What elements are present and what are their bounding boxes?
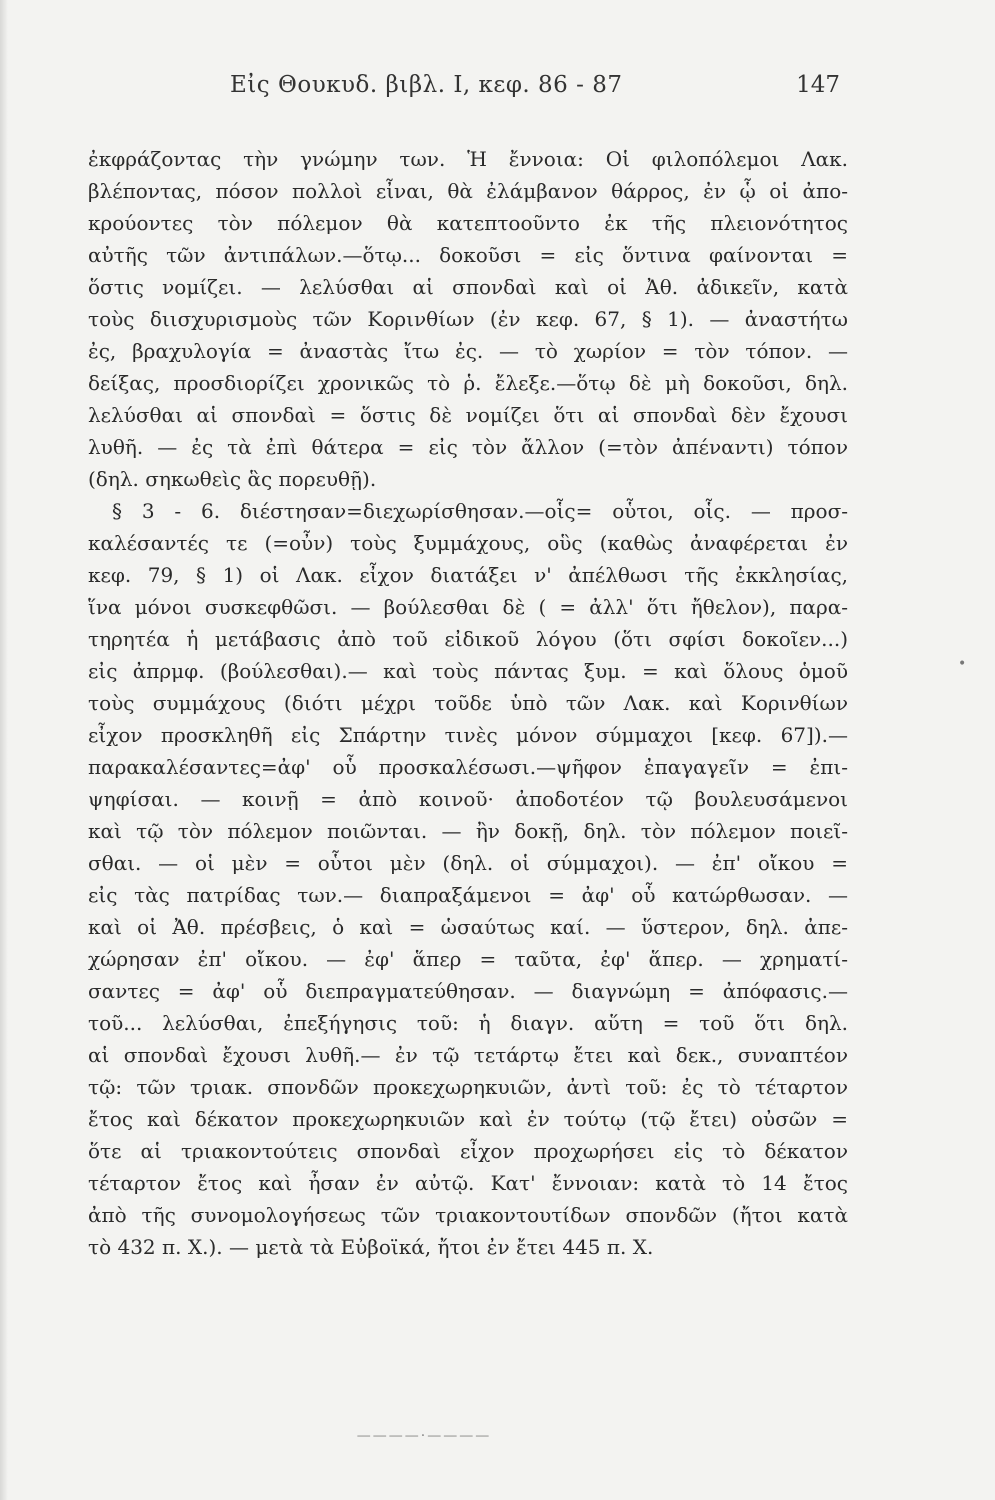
text-line: καὶ οἱ Ἀθ. πρέσβεις, ὁ καὶ = ὡσαύτως καί. — ὕστερον, δηλ. ἀπε- bbox=[88, 915, 848, 939]
text-line: καλέσαντές τε (=οὖν) τοὺς ξυμμάχους, οὓς (καθὼς ἀναφέρεται ἐν bbox=[88, 531, 848, 555]
text-line: βλέποντας, πόσον πολλοὶ εἶναι, θὰ ἐλάμβανον θάρρος, ἐν ᾧ οἱ ἀπο- bbox=[88, 179, 848, 203]
page-binding-edge bbox=[0, 0, 8, 1500]
text-line: τῷ: τῶν τριακ. σπονδῶν προκεχωρηκυιῶν, ἀντὶ τοῦ: ἐς τὸ τέταρτον bbox=[88, 1075, 848, 1099]
text-line: τηρητέα ἡ μετάβασις ἀπὸ τοῦ εἰδικοῦ λόγου (ὅτι σφίσι δοκοῖεν...) bbox=[88, 627, 848, 651]
text-line: ἔτος καὶ δέκατον προκεχωρηκυιῶν καὶ ἐν τούτῳ (τῷ ἔτει) οὐσῶν = bbox=[88, 1107, 848, 1131]
text-line: ἵνα μόνοι συσκεφθῶσι. — βούλεσθαι δὲ ( = ἀλλ' ὅτι ἤθελον), παρα- bbox=[88, 595, 848, 619]
text-line: (δηλ. σηκωθεὶς ἃς πορευθῇ). bbox=[88, 467, 377, 491]
footer-ornament: ————·———— bbox=[356, 1428, 492, 1444]
text-line: τέταρτον ἔτος καὶ ἦσαν ἐν αὐτῷ. Κατ' ἔννοιαν: κατὰ τὸ 14 ἔτος bbox=[88, 1171, 848, 1195]
text-line: τοὺς διισχυρισμοὺς τῶν Κορινθίων (ἐν κεφ. 67, § 1). — ἀναστήτω bbox=[88, 307, 848, 331]
text-line: τοῦ... λελύσθαι, ἐπεξήγησις τοῦ: ἡ διαγν. αὕτη = τοῦ ὅτι δηλ. bbox=[88, 1011, 848, 1035]
text-line: καὶ τῷ τὸν πόλεμον ποιῶνται. — ἢν δοκῇ, δηλ. τὸν πόλεμον ποιεῖ- bbox=[88, 819, 848, 843]
text-line: ψηφίσαι. — κοινῇ = ἀπὸ κοινοῦ· ἀποδοτέον τῷ βουλευσάμενοι bbox=[88, 787, 848, 811]
text-line: αἱ σπονδαὶ ἔχουσι λυθῆ.— ἐν τῷ τετάρτῳ ἔτει καὶ δεκ., συναπτέον bbox=[88, 1043, 848, 1067]
text-line: ἐς, βραχυλογία = ἀναστὰς ἴτω ἐς. — τὸ χωρίον = τὸν τόπον. — bbox=[88, 339, 848, 363]
text-line: εἶχον προσκληθῆ εἰς Σπάρτην τινὲς μόνον σύμμαχοι [κεφ. 67]).— bbox=[88, 723, 848, 747]
text-line: παρακαλέσαντες=ἀφ' οὗ προσκαλέσωσι.—ψῆφον ἐπαγαγεῖν = ἐπι- bbox=[88, 755, 848, 779]
margin-mark: • bbox=[958, 656, 967, 672]
text-line: ὅστις νομίζει. — λελύσθαι αἱ σπονδαὶ καὶ οἱ Ἀθ. ἀδικεῖν, κατὰ bbox=[88, 275, 848, 299]
page-number: 147 bbox=[796, 72, 840, 98]
text-line: κεφ. 79, § 1) οἱ Λακ. εἶχον διατάξει ν' ἀπέλθωσι τῆς ἐκκλησίας, bbox=[88, 563, 848, 587]
text-line: τὸ 432 π. Χ.). — μετὰ τὰ Εὐβοϊκά, ἤτοι ἐν ἔτει 445 π. Χ. bbox=[88, 1235, 654, 1259]
text-line: σθαι. — οἱ μὲν = οὗτοι μὲν (δηλ. οἱ σύμμαχοι). — ἐπ' οἴκου = bbox=[88, 851, 848, 875]
page-header bbox=[120, 72, 840, 112]
section-start-line: § 3 - 6. διέστησαν=διεχωρίσθησαν.—οἷς= οὗτοι, οἷς. — προσ- bbox=[112, 499, 848, 523]
running-title: Εἰς Θουκυδ. βιβλ. Ι, κεφ. 86 - 87 bbox=[230, 72, 623, 98]
text-line: τοὺς συμμάχους (διότι μέχρι τοῦδε ὑπὸ τῶν Λακ. καὶ Κορινθίων bbox=[88, 691, 848, 715]
text-line: χώρησαν ἐπ' οἴκου. — ἐφ' ἅπερ = ταῦτα, ἐφ' ἅπερ. — χρηματί- bbox=[88, 947, 848, 971]
text-line: δείξας, προσδιορίζει χρονικῶς τὸ ῥ. ἔλεξε.—ὅτῳ δὲ μὴ δοκοῦσι, δηλ. bbox=[88, 371, 848, 395]
text-line: ἀπὸ τῆς συνομολογήσεως τῶν τριακοντουτίδων σπονδῶν (ἤτοι κατὰ bbox=[88, 1203, 848, 1227]
text-line: λυθῆ. — ἐς τὰ ἐπὶ θάτερα = εἰς τὸν ἄλλον (=τὸν ἀπέναντι) τόπον bbox=[88, 435, 848, 459]
text-line: εἰς ἀπρμφ. (βούλεσθαι).— καὶ τοὺς πάντας ξυμ. = καὶ ὅλους ὁμοῦ bbox=[88, 659, 848, 683]
text-line: αὐτῆς τῶν ἀντιπάλων.—ὅτῳ... δοκοῦσι = εἰς ὅντινα φαίνονται = bbox=[88, 243, 848, 267]
text-line: ἐκφράζοντας τὴν γνώμην των. Ἡ ἔννοια: Οἱ φιλοπόλεμοι Λακ. bbox=[88, 147, 848, 171]
text-line: εἰς τὰς πατρίδας των.— διαπραξάμενοι = ἀφ' οὗ κατώρθωσαν. — bbox=[88, 883, 848, 907]
text-line: ὅτε αἱ τριακοντούτεις σπονδαὶ εἶχον προχωρήσει εἰς τὸ δέκατον bbox=[88, 1139, 848, 1163]
text-line: σαντες = ἀφ' οὗ διεπραγματεύθησαν. — διαγνώμη = ἀπόφασις.— bbox=[88, 979, 848, 1003]
commentary-body bbox=[88, 143, 848, 1263]
text-line: λελύσθαι αἱ σπονδαὶ = ὅστις δὲ νομίζει ὅτι αἱ σπονδαὶ δὲν ἔχουσι bbox=[88, 403, 848, 427]
text-line: κρούοντες τὸν πόλεμον θὰ κατεπτοοῦντο ἐκ τῆς πλειονότητος bbox=[88, 211, 848, 235]
